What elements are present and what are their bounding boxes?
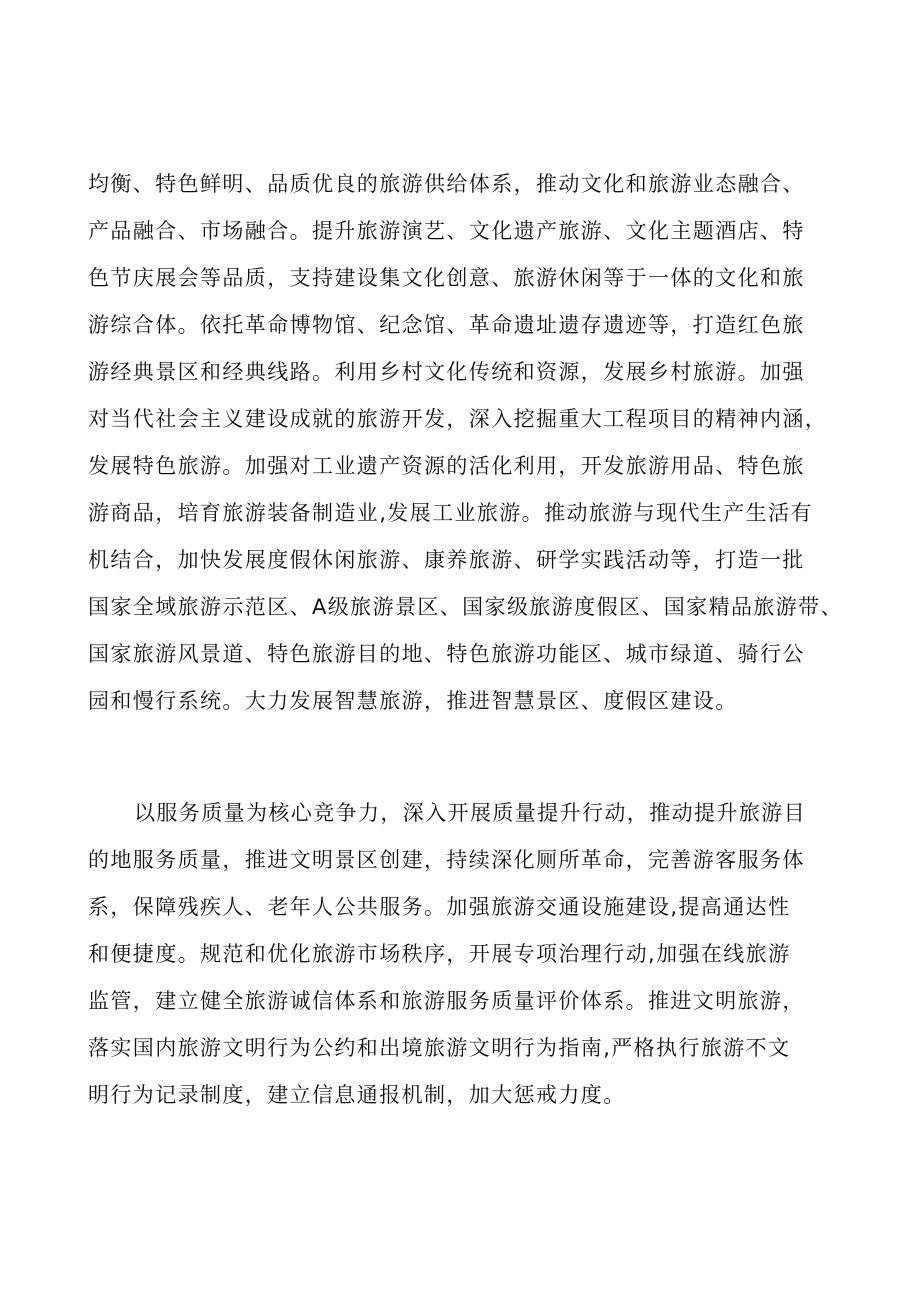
text-line: 机结合，加快发展度假休闲旅游、康养旅游、研学实践活动等，打造一批 bbox=[88, 548, 805, 572]
text-line: 国家旅游风景道、特色旅游目的地、特色旅游功能区、城市绿道、骑行公 bbox=[88, 642, 805, 666]
text-line: 游经典景区和经典线路。利用乡村文化传统和资源，发展乡村旅游。加强 bbox=[88, 360, 805, 384]
text-line: 和便捷度。规范和优化旅游市场秩序，开展专项治理行动,加强在线旅游 bbox=[88, 942, 791, 966]
text-line: 均衡、特色鲜明、品质优良的旅游供给体系，推动文化和旅游业态融合、 bbox=[88, 172, 805, 196]
text-line: 明行为记录制度，建立信息通报机制，加大惩戒力度。 bbox=[88, 1083, 626, 1107]
text-line: 游综合体。依托革命博物馆、纪念馆、革命遗址遗存遗迹等，打造红色旅 bbox=[88, 313, 805, 337]
text-line: 系，保障残疾人、老年人公共服务。加强旅游交通设施建设,提高通达性 bbox=[88, 895, 791, 919]
text-line: 对当代社会主义建设成就的旅游开发，深入挖掘重大工程项目的精神内涵， bbox=[88, 407, 828, 431]
text-line: 以服务质量为核心竞争力，深入开展质量提升行动，推动提升旅游目 bbox=[134, 801, 806, 825]
paragraph-service-quality bbox=[88, 790, 806, 1119]
text-line: 园和慢行系统。大力发展智慧旅游，推进智慧景区、度假区建设。 bbox=[88, 689, 738, 713]
text-line: 发展特色旅游。加强对工业遗产资源的活化利用，开发旅游用品、特色旅 bbox=[88, 454, 805, 478]
text-line: 落实国内旅游文明行为公约和出境旅游文明行为指南,严格执行旅游不文 bbox=[88, 1036, 791, 1060]
paragraph-tourism-supply bbox=[88, 161, 843, 725]
text-line: 游商品，培育旅游装备制造业,发展工业旅游。推动旅游与现代生产生活有 bbox=[88, 501, 813, 525]
text-line: 色节庆展会等品质，支持建设集文化创意、旅游休闲等于一体的文化和旅 bbox=[88, 266, 805, 290]
text-line: 监管，建立健全旅游诚信体系和旅游服务质量评价体系。推进文明旅游， bbox=[88, 989, 805, 1013]
text-line: 国家全域旅游示范区、A级旅游景区、国家级旅游度假区、国家精品旅游带、 bbox=[88, 595, 843, 619]
text-line: 产品融合、市场融合。提升旅游演艺、文化遗产旅游、文化主题酒店、特 bbox=[88, 219, 805, 243]
text-line: 的地服务质量，推进文明景区创建，持续深化厕所革命，完善游客服务体 bbox=[88, 848, 805, 872]
